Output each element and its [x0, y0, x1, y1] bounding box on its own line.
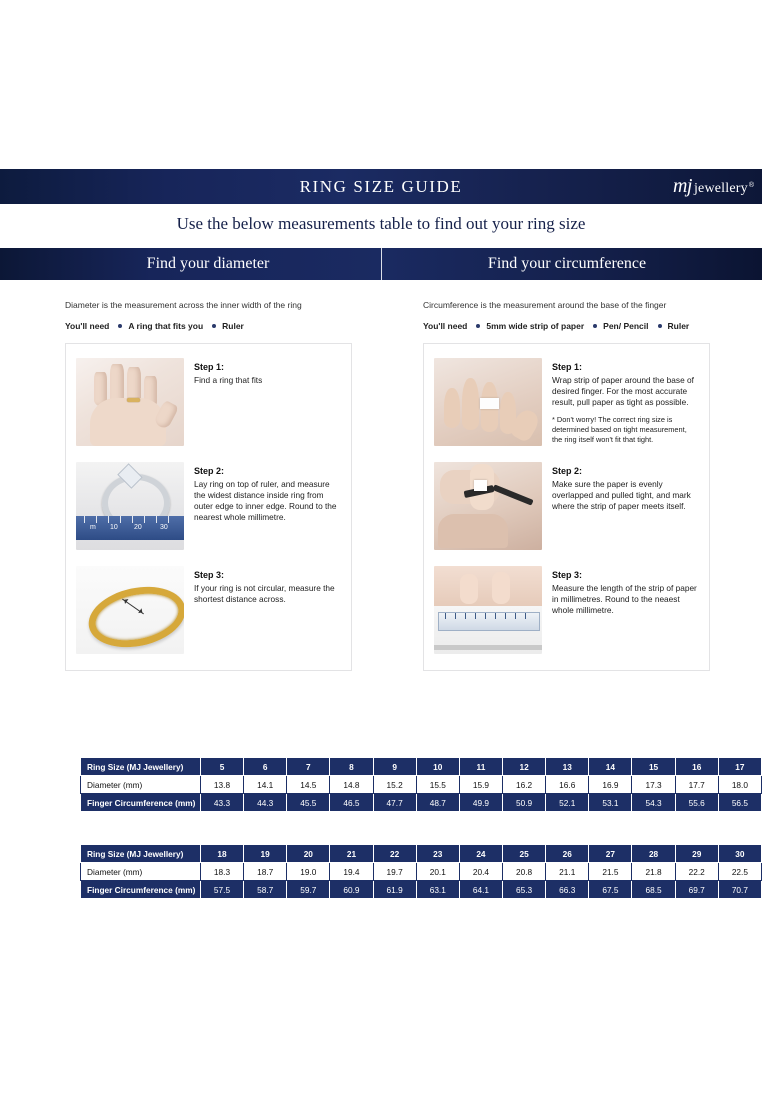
step-body: If your ring is not circular, measure the shortest distance across.: [194, 583, 335, 604]
brand-jewellery-text: jewellery: [693, 181, 748, 196]
step-title: Step 3:: [552, 570, 583, 581]
cell: 47.7: [373, 794, 416, 812]
cell: 19.0: [287, 863, 330, 881]
cell: 17: [718, 758, 761, 776]
circumference-column: [423, 300, 710, 671]
step-body: Find a ring that fits: [194, 375, 263, 386]
cell: 45.5: [287, 794, 330, 812]
bullet-dot-icon: [212, 324, 216, 328]
cell: 25: [503, 845, 546, 863]
cell: 17.3: [632, 776, 675, 794]
cell: 5: [200, 758, 243, 776]
cell: 23: [416, 845, 459, 863]
table-row: [81, 863, 762, 881]
subtitle-row: [0, 204, 762, 244]
cell: 48.7: [416, 794, 459, 812]
cell: 18.3: [200, 863, 243, 881]
bullet-dot-icon: [118, 324, 122, 328]
cell: 53.1: [589, 794, 632, 812]
cell: 12: [503, 758, 546, 776]
step-body: Lay ring on top of ruler, and measure the widest distance inside ring from outer edge to inner edge. Round to the nearest whole millimetre.: [194, 479, 337, 522]
row-label: Ring Size (MJ Jewellery): [81, 758, 201, 776]
row-label: Diameter (mm): [81, 776, 201, 794]
size-table-1-wrap: [80, 757, 762, 812]
cell: 14: [589, 758, 632, 776]
cell: 56.5: [718, 794, 761, 812]
cell: 18.0: [718, 776, 761, 794]
band-right-label: Find your circumference: [487, 255, 647, 272]
header-bar: [0, 169, 762, 204]
cell: 65.3: [503, 881, 546, 899]
cell: 7: [287, 758, 330, 776]
brand-mj-text: mj: [672, 175, 692, 197]
cell: 24: [459, 845, 502, 863]
cell: 55.6: [675, 794, 718, 812]
cell: 52.1: [546, 794, 589, 812]
band-left-label: Find your diameter: [146, 255, 270, 272]
needs-item-left-1: Ruler: [222, 321, 244, 332]
size-table-2: [80, 844, 762, 899]
cell: 20.8: [503, 863, 546, 881]
registered-trademark-icon: ®: [748, 182, 754, 189]
needs-item-right-0: 5mm wide strip of paper: [486, 321, 585, 332]
cell: 43.3: [200, 794, 243, 812]
diameter-needs: [65, 321, 352, 331]
step-title: Step 1:: [552, 362, 583, 373]
cell: 69.7: [675, 881, 718, 899]
step-body: Wrap strip of paper around the base of desired finger. For the most accurate result, pull paper as tight as possible.: [552, 375, 694, 407]
cell: 29: [675, 845, 718, 863]
cell: 64.1: [459, 881, 502, 899]
cell: 17.7: [675, 776, 718, 794]
table-row: [81, 794, 762, 812]
cell: 11: [459, 758, 502, 776]
circumference-needs: [423, 321, 710, 331]
step-title: Step 2:: [552, 466, 583, 477]
cell: 15: [632, 758, 675, 776]
ring-on-ruler-photo: m 10 20 30: [76, 462, 184, 550]
step-title: Step 2:: [194, 466, 225, 477]
cell: 22.5: [718, 863, 761, 881]
cell: 57.5: [200, 881, 243, 899]
row-label: Diameter (mm): [81, 863, 201, 881]
brand-logo: [673, 176, 754, 196]
cell: 22: [373, 845, 416, 863]
cell: 15.2: [373, 776, 416, 794]
cell: 16.2: [503, 776, 546, 794]
paper-strip-on-finger-photo: [434, 358, 542, 446]
cell: 21: [330, 845, 373, 863]
cell: 18.7: [244, 863, 287, 881]
section-band: [0, 248, 762, 280]
cell: 70.7: [718, 881, 761, 899]
needs-label-right: You'll need: [423, 321, 468, 332]
bullet-dot-icon: [476, 324, 480, 328]
row-label: Finger Circumference (mm): [81, 881, 201, 899]
cell: 67.5: [589, 881, 632, 899]
circumference-step-2: [430, 454, 703, 558]
cell: 59.7: [287, 881, 330, 899]
cell: 15.5: [416, 776, 459, 794]
cell: 13: [546, 758, 589, 776]
bullet-dot-icon: [593, 324, 597, 328]
cell: 21.5: [589, 863, 632, 881]
cell: 27: [589, 845, 632, 863]
cell: 58.7: [244, 881, 287, 899]
cell: 20.1: [416, 863, 459, 881]
diameter-column: [65, 300, 352, 671]
cell: 54.3: [632, 794, 675, 812]
cell: 8: [330, 758, 373, 776]
cell: 16.6: [546, 776, 589, 794]
band-right: [424, 248, 710, 280]
diameter-step-2: [72, 454, 345, 558]
circumference-step-1: [430, 350, 703, 454]
circumference-description: Circumference is the measurement around the base of the finger: [423, 300, 667, 310]
cell: 20.4: [459, 863, 502, 881]
band-divider: [381, 248, 382, 280]
cell: 14.1: [244, 776, 287, 794]
table-row: [81, 758, 762, 776]
row-label: Finger Circumference (mm): [81, 794, 201, 812]
cell: 18: [200, 845, 243, 863]
bullet-dot-icon: [658, 324, 662, 328]
circumference-step-3: [430, 558, 703, 662]
cell: 19: [244, 845, 287, 863]
step-title: Step 3:: [194, 570, 225, 581]
cell: 16: [675, 758, 718, 776]
cell: 50.9: [503, 794, 546, 812]
table-row: [81, 776, 762, 794]
hand-with-ring-photo: [76, 358, 184, 446]
gold-ring-photo: [76, 566, 184, 654]
row-label: Ring Size (MJ Jewellery): [81, 845, 201, 863]
cell: 13.8: [200, 776, 243, 794]
needs-item-right-2: Ruler: [667, 321, 690, 332]
size-table-2-wrap: [80, 844, 762, 899]
cell: 61.9: [373, 881, 416, 899]
table-row: [81, 881, 762, 899]
diameter-step-1: [72, 350, 345, 454]
cell: 9: [373, 758, 416, 776]
diameter-description: Diameter is the measurement across the inner width of the ring: [65, 300, 302, 310]
step-note: * Don't worry! The correct ring size is determined based on tight measurement, the ring itself won't fit that tight.: [552, 414, 687, 444]
cell: 60.9: [330, 881, 373, 899]
step-title: Step 1:: [194, 362, 225, 373]
cell: 30: [718, 845, 761, 863]
page-title: RING SIZE GUIDE: [299, 176, 463, 196]
cell: 22.2: [675, 863, 718, 881]
step-body: Measure the length of the strip of paper in millimetres. Round to the neaest whole millimetre.: [552, 583, 697, 615]
cell: 28: [632, 845, 675, 863]
cell: 46.5: [330, 794, 373, 812]
subtitle-text: Use the below measurements table to find out your ring size: [176, 214, 586, 233]
cell: 16.9: [589, 776, 632, 794]
cell: 21.1: [546, 863, 589, 881]
cell: 21.8: [632, 863, 675, 881]
needs-item-left-0: A ring that fits you: [128, 321, 204, 332]
cell: 19.4: [330, 863, 373, 881]
measuring-strip-with-ruler-photo: [434, 566, 542, 654]
cell: 26: [546, 845, 589, 863]
size-table-1: [80, 757, 762, 812]
cell: 10: [416, 758, 459, 776]
cell: 63.1: [416, 881, 459, 899]
cell: 14.5: [287, 776, 330, 794]
cell: 49.9: [459, 794, 502, 812]
band-left: [65, 248, 351, 280]
cell: 44.3: [244, 794, 287, 812]
marking-paper-strip-photo: [434, 462, 542, 550]
diameter-steps-box: [65, 343, 352, 671]
cell: 19.7: [373, 863, 416, 881]
needs-item-right-1: Pen/ Pencil: [603, 321, 649, 332]
needs-label-left: You'll need: [65, 321, 110, 332]
table-row: [81, 845, 762, 863]
cell: 20: [287, 845, 330, 863]
cell: 68.5: [632, 881, 675, 899]
circumference-steps-box: [423, 343, 710, 671]
diameter-step-3: [72, 558, 345, 662]
step-body: Make sure the paper is evenly overlapped and pulled tight, and mark where the strip of paper meets itself.: [552, 479, 691, 511]
cell: 14.8: [330, 776, 373, 794]
cell: 15.9: [459, 776, 502, 794]
cell: 6: [244, 758, 287, 776]
cell: 66.3: [546, 881, 589, 899]
